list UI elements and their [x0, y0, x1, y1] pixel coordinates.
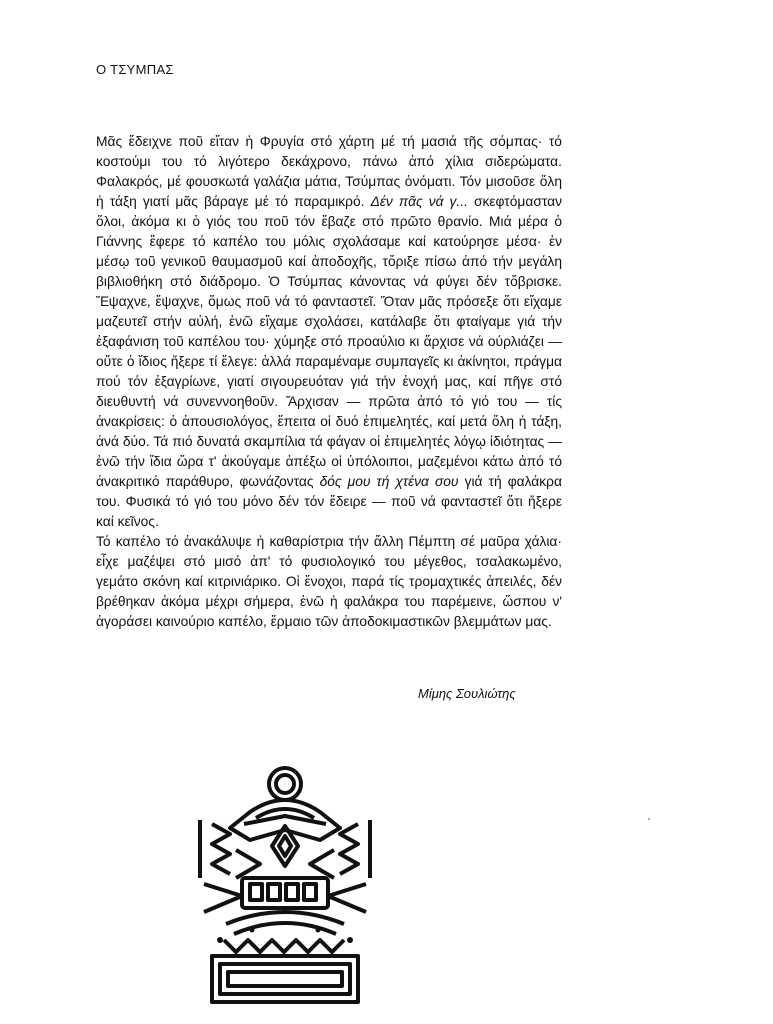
- italic-phrase: δός μου τή χτένα σου: [319, 474, 459, 489]
- text-run: Μᾶς ἔδειχνε ποῦ εἴταν ἡ Φρυγία στό χάρτη μέ τή μασιά τῆς σόμπας· τό κοστούμι του τό λιγότερο δεκάχρονο, πάνω ἀπό χίλια σιδερώματα. Φαλακρός, μέ φουσκωτά γαλάζια μάτια, Τσύμπας ὀνόματι. Τόν μισοῦσε ὅλη ἡ τάξη γιατί μᾶς βάραγε μέ τό παραμικρό.: [96, 134, 562, 209]
- paragraph-1: [96, 132, 562, 532]
- text-run: Τό καπέλο τό ἀνακάλυψε ἡ καθαρίστρια τήν ἄλλη Πέμπτη σέ μαῦρα χάλια· εἶχε μαζέψει στό μισό ἀπ' τό φυσιολογικό του μέγεθος, τσαλακωμένο, γεμάτο σκόνη καί κιτρινιάρικο. Οἱ ἔνοχοι, παρά τίς τρομαχτικές ἀπειλές, δέν βρέθηκαν ἀκόμα μέχρι σήμερα, ἐνῶ ἡ φαλάκρα του παρέμεινε, ὥσπου ν' ἀγοράσει καινούριο καπέλο, ἕρμαιο τῶν ἀποδοκιμαστικῶν βλεμμάτων μας.: [96, 534, 562, 629]
- paper-speck: [648, 818, 650, 820]
- folk-tribal-ornament-icon: [190, 760, 380, 1008]
- text-run: σκεφτόμασταν ὅλοι, ἀκόμα κι ὁ γιός του ποῦ τόν ἔβαζε στό πρῶτο θρανίο. Μιά μέρα ὁ Γιάννης ἔφερε τό καπέλο του μόλις σχολάσαμε καί κατούρησε μέσα· ἐν μέσῳ τοῦ γενικοῦ θαυμασμοῦ καί ἀποδοχῆς, τὄριξε πίσω ἀπό τήν μεγάλη βιβλιοθήκη στό διάδρομο. Ὁ Τσύμπας κάνοντας νά φύγει δέν τὄβρισκε. Ἔψαχνε, ἔψαχνε, ὅμως ποῦ νά τό φανταστεῖ. Ὅταν μᾶς πρόσεξε ὅτι εἴχαμε μαζευτεῖ στήν αὐλή, ἐνῶ εἴχαμε σχολάσει, κατάλαβε ὅτι φταίγαμε γιά τήν ἐξαφάνιση τοῦ καπέλου του· χύμηξε στό προαύλιο κι ἄρχισε νά ούρλιάζει — οὔτε ὁ ἴδιος ἤξερε τί ἔλεγε: ἀλλά παραμέναμε συμπαγεῖς κι ἀκίνητοι, πράγμα πού τόν ἐξαγρίωνε, γιατί σιγουρευόταν γιά τήν ἐνοχή μας, καί πῆγε στό διευθυντή νά συνεννοηθοῦν. Ἄρχισαν — πρῶτα ἀπό τό γιό του — τίς ἀνακρίσεις: ὁ ἀπουσιολόγος, ἔπειτα οἱ δυό ἐπιμελητές, καί μετά ὅλη ἡ τάξη, ἀνά δύο. Τά πιό δυνατά σκαμπίλια τά φάγαν οἱ ἐπιμελητές λόγῳ ἰδιότητας — ἐνῶ τήν ἴδια ὥρα τ' ἀκούγαμε ἀπέξω οἱ ὑπόλοιποι, μαζεμένοι κάτω ἀπό τό ἀνακριτικό παράθυρο, φωνάζοντας: [96, 194, 562, 489]
- author-signature: Μίμης Σουλιώτης: [418, 686, 516, 701]
- paragraph-2: [96, 532, 562, 632]
- italic-phrase: Δέν πᾶς νά γ...: [370, 194, 468, 209]
- page-title: Ο ΤΣΥΜΠΑΣ: [96, 62, 174, 77]
- text-run: γιά τή φαλάκρα του. Φυσικά τό γιό του μόνο δέν τόν ἔδειρε — ποῦ νά φανταστεῖ ὅτι ἤξερε καί κεῖνος.: [96, 474, 563, 529]
- story-body: [96, 132, 562, 632]
